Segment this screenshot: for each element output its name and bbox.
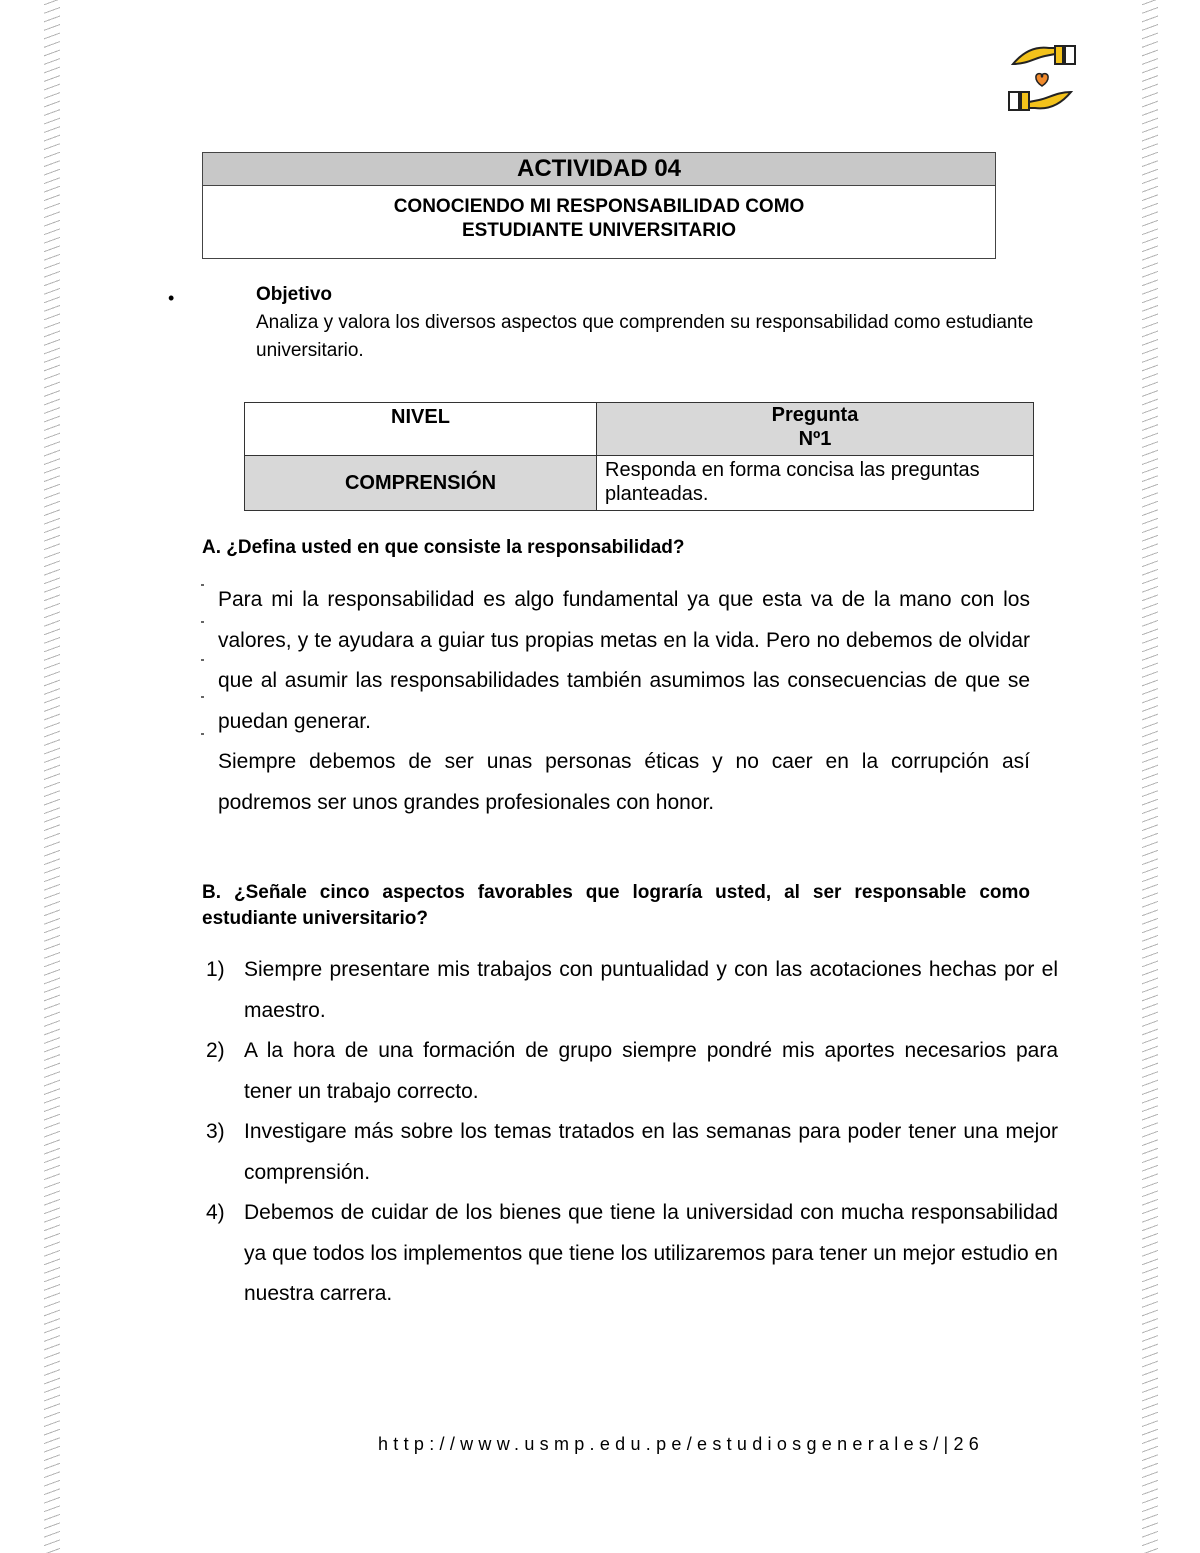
answer-b-list bbox=[206, 950, 1058, 1315]
list-item-number: 4) bbox=[206, 1201, 225, 1224]
objective-bullet: • bbox=[168, 288, 175, 308]
decorative-right-border bbox=[1142, 0, 1158, 1553]
list-item bbox=[206, 1031, 1058, 1112]
nivel-header: NIVEL bbox=[245, 403, 597, 456]
list-item-number: 3) bbox=[206, 1120, 225, 1143]
list-item-number: 1) bbox=[206, 958, 225, 981]
list-item bbox=[206, 1193, 1058, 1315]
margin-mark bbox=[201, 621, 204, 623]
level-table bbox=[244, 402, 1034, 511]
footer-url-page-number: http://www.usmp.edu.pe/estudiosgenerales/|26 bbox=[378, 1434, 985, 1454]
nivel-value: COMPRENSIÓN bbox=[245, 456, 597, 511]
question-a: A. ¿Defina usted en que consiste la responsabilidad? bbox=[202, 537, 685, 558]
answer-a bbox=[218, 580, 1030, 823]
objective-text: Analiza y valora los diversos aspectos que comprenden su responsabilidad como estudiante universitario. bbox=[256, 312, 1034, 361]
list-item bbox=[206, 950, 1058, 1031]
decorative-left-border bbox=[44, 0, 60, 1553]
answer-a-paragraph-2: Siempre debemos de ser unas personas éticas y no caer en la corrupción así podremos ser unos grandes profesionales con honor. bbox=[218, 750, 1030, 814]
list-item-text: Investigare más sobre los temas tratados en las semanas para poder tener una mejor comprensión. bbox=[244, 1120, 1058, 1184]
question-b: B. ¿Señale cinco aspectos favorables que lograría usted, al ser responsable como estudiante universitario? bbox=[202, 882, 1030, 929]
hands-heart-icon bbox=[1005, 42, 1079, 116]
list-item bbox=[206, 1112, 1058, 1193]
list-item-text: Siempre presentare mis trabajos con puntualidad y con las acotaciones hechas por el maestro. bbox=[244, 958, 1058, 1022]
list-item-text: A la hora de una formación de grupo siempre pondré mis aportes necesarios para tener un trabajo correcto. bbox=[244, 1039, 1058, 1103]
instruction-text: Responda en forma concisa las preguntas planteadas. bbox=[597, 456, 1034, 511]
pregunta-header-line1: Pregunta bbox=[771, 404, 859, 426]
answer-a-paragraph-1: Para mi la responsabilidad es algo fundamental ya que esta va de la mano con los valores, y te ayudara a guiar tus propias metas en la vida. Pero no debemos de olvidar que al asumir las responsabilidades también asumimos las consecuencias de que se puedan generar. bbox=[218, 588, 1030, 733]
activity-subtitle: CONOCIENDO MI RESPONSABILIDAD COMO ESTUDIANTE UNIVERSITARIO bbox=[393, 196, 805, 241]
pregunta-header-line2: Nº1 bbox=[798, 428, 832, 450]
activity-title: ACTIVIDAD 04 bbox=[203, 153, 995, 186]
margin-mark bbox=[201, 659, 204, 661]
margin-mark bbox=[201, 696, 204, 698]
pregunta-header bbox=[597, 403, 1034, 456]
margin-mark bbox=[201, 584, 204, 586]
list-item-text: Debemos de cuidar de los bienes que tiene la universidad con mucha responsabilidad ya que todos los implementos que tiene los utilizaremos para tener un mejor estudio en nuestra carrera. bbox=[244, 1201, 1058, 1305]
margin-mark bbox=[201, 733, 204, 735]
objective-label: Objetivo bbox=[256, 284, 333, 305]
list-item-number: 2) bbox=[206, 1039, 225, 1062]
activity-title-box bbox=[202, 152, 996, 259]
